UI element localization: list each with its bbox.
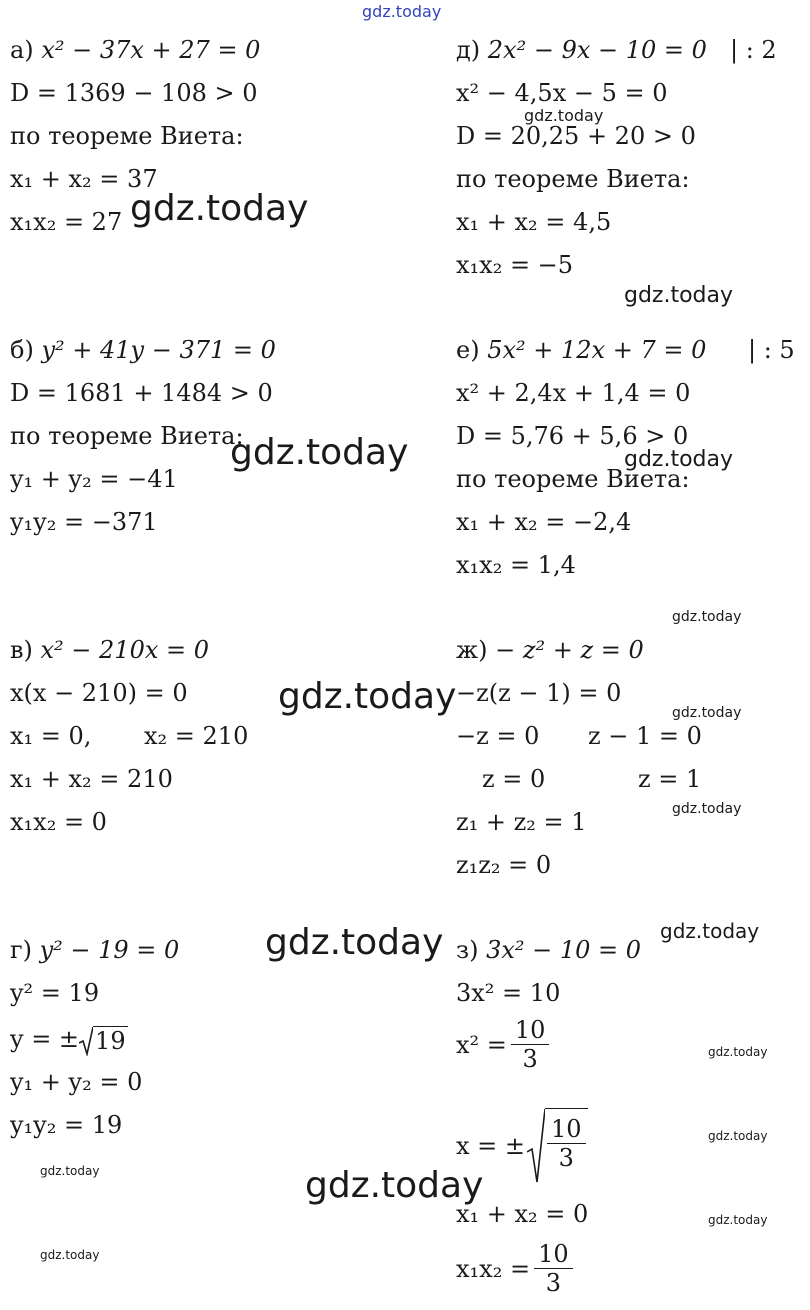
problem-zh-equation bbox=[456, 635, 644, 665]
case-right-1: z − 1 = 0 bbox=[588, 722, 702, 750]
watermark: gdz.today bbox=[672, 609, 742, 625]
roots-product: z₁z₂ = 0 bbox=[456, 851, 552, 879]
vieta-heading: по теореме Виета: bbox=[10, 422, 244, 450]
root-prefix: x = ± bbox=[456, 1132, 526, 1160]
roots-formula bbox=[456, 1108, 588, 1184]
fraction-lhs: x² = bbox=[456, 1030, 507, 1059]
watermark: gdz.today bbox=[265, 922, 444, 963]
roots-sum: y₁ + y₂ = −41 bbox=[10, 465, 178, 493]
radical-sign-icon bbox=[527, 1108, 545, 1184]
problem-b-label: б) bbox=[10, 336, 34, 364]
roots-product: y₁y₂ = 19 bbox=[10, 1111, 123, 1139]
problem-zh-label: ж) bbox=[456, 636, 488, 664]
problem-v-label: в) bbox=[10, 636, 33, 664]
vieta-heading: по теореме Виета: bbox=[456, 165, 690, 193]
watermark: gdz.today bbox=[708, 1045, 768, 1059]
equation-text: y² + 41y − 371 = 0 bbox=[41, 336, 276, 364]
watermark: gdz.today bbox=[305, 1165, 484, 1206]
roots-formula bbox=[10, 1024, 128, 1056]
watermark: gdz.today bbox=[40, 1248, 100, 1262]
problem-b-equation bbox=[10, 335, 276, 365]
radicand: 19 bbox=[95, 1026, 126, 1055]
square-fraction bbox=[456, 1016, 549, 1073]
product-lhs: x₁x₂ = bbox=[456, 1254, 531, 1283]
isolated-square: y² = 19 bbox=[10, 979, 100, 1007]
vieta-heading: по теореме Виета: bbox=[10, 122, 244, 150]
roots-sum: z₁ + z₂ = 1 bbox=[456, 808, 587, 836]
division-note: | : 5 bbox=[748, 336, 795, 364]
roots-product: x₁x₂ = 1,4 bbox=[456, 551, 576, 579]
fraction bbox=[547, 1115, 586, 1172]
vieta-heading: по теореме Виета: bbox=[456, 465, 690, 493]
problem-g-label: г) bbox=[10, 936, 32, 964]
watermark: gdz.today bbox=[278, 676, 457, 717]
numerator: 10 bbox=[534, 1240, 573, 1269]
watermark-top: gdz.today bbox=[362, 2, 442, 21]
problem-g-equation bbox=[10, 935, 179, 965]
equation-text: 5x² + 12x + 7 = 0 bbox=[487, 336, 707, 364]
roots-sum: x₁ + x₂ = 210 bbox=[10, 765, 173, 793]
reduced-equation: x² + 2,4x + 1,4 = 0 bbox=[456, 379, 691, 407]
roots-product: x₁x₂ = 0 bbox=[10, 808, 107, 836]
root-1: x₁ = 0, bbox=[10, 722, 92, 750]
roots-sum: x₁ + x₂ = 0 bbox=[456, 1200, 589, 1228]
roots-sum: x₁ + x₂ = 4,5 bbox=[456, 208, 612, 236]
roots-product: x₁x₂ = −5 bbox=[456, 251, 574, 279]
watermark: gdz.today bbox=[230, 432, 409, 473]
roots-sum: x₁ + x₂ = −2,4 bbox=[456, 508, 632, 536]
discriminant: D = 5,76 + 5,6 > 0 bbox=[456, 422, 689, 450]
problem-v-equation bbox=[10, 635, 209, 665]
denominator: 3 bbox=[522, 1045, 538, 1073]
equation-text: y² − 19 = 0 bbox=[39, 936, 180, 964]
numerator: 10 bbox=[511, 1016, 550, 1045]
watermark: gdz.today bbox=[130, 188, 309, 229]
watermark: gdz.today bbox=[40, 1164, 100, 1178]
root-prefix: y = ± bbox=[10, 1025, 80, 1053]
problem-z-equation bbox=[456, 935, 641, 965]
problem-e-label: е) bbox=[456, 336, 480, 364]
factored-equation: −z(z − 1) = 0 bbox=[456, 679, 622, 707]
denominator: 3 bbox=[545, 1269, 561, 1297]
case-left-1: −z = 0 bbox=[456, 722, 540, 750]
watermark: gdz.today bbox=[660, 919, 760, 943]
numerator: 10 bbox=[547, 1115, 586, 1144]
equation-text: 2x² − 9x − 10 = 0 bbox=[487, 36, 707, 64]
equation-text: x² − 37x + 27 = 0 bbox=[41, 36, 261, 64]
watermark: gdz.today bbox=[672, 801, 742, 817]
watermark: gdz.today bbox=[624, 283, 734, 308]
watermark: gdz.today bbox=[624, 447, 734, 472]
watermark: gdz.today bbox=[708, 1213, 768, 1227]
radicand bbox=[545, 1108, 588, 1184]
roots-product: x₁x₂ = 27 bbox=[10, 208, 123, 236]
discriminant: D = 20,25 + 20 > 0 bbox=[456, 122, 696, 150]
watermark: gdz.today bbox=[524, 106, 604, 125]
roots-product: y₁y₂ = −371 bbox=[10, 508, 158, 536]
problem-d-label: д) bbox=[456, 36, 481, 64]
equation-text: 3x² − 10 = 0 bbox=[486, 936, 642, 964]
denominator: 3 bbox=[558, 1144, 574, 1172]
watermark: gdz.today bbox=[672, 705, 742, 721]
roots-sum: y₁ + y₂ = 0 bbox=[10, 1068, 143, 1096]
radical-sign-icon bbox=[79, 1026, 93, 1056]
roots-product bbox=[456, 1240, 573, 1297]
discriminant: D = 1369 − 108 > 0 bbox=[10, 79, 258, 107]
discriminant: D = 1681 + 1484 > 0 bbox=[10, 379, 273, 407]
problem-d-equation bbox=[456, 35, 707, 65]
roots-sum: x₁ + x₂ = 37 bbox=[10, 165, 158, 193]
division-note: | : 2 bbox=[730, 36, 777, 64]
problem-a-equation bbox=[10, 35, 260, 65]
problem-z-label: з) bbox=[456, 936, 479, 964]
equation-text: x² − 210x = 0 bbox=[40, 636, 210, 664]
sqrt bbox=[527, 1108, 588, 1184]
reduced-equation: x² − 4,5x − 5 = 0 bbox=[456, 79, 668, 107]
problem-a-label: а) bbox=[10, 36, 34, 64]
sqrt bbox=[79, 1026, 128, 1056]
root-2: x₂ = 210 bbox=[144, 722, 249, 750]
factored-equation: x(x − 210) = 0 bbox=[10, 679, 188, 707]
problem-e-equation bbox=[456, 335, 706, 365]
watermark: gdz.today bbox=[708, 1129, 768, 1143]
equation-text: − z² + z = 0 bbox=[495, 636, 644, 664]
case-left-2: z = 0 bbox=[482, 765, 546, 793]
fraction bbox=[511, 1016, 550, 1073]
fraction bbox=[534, 1240, 573, 1297]
case-right-2: z = 1 bbox=[638, 765, 702, 793]
isolated-term: 3x² = 10 bbox=[456, 979, 561, 1007]
